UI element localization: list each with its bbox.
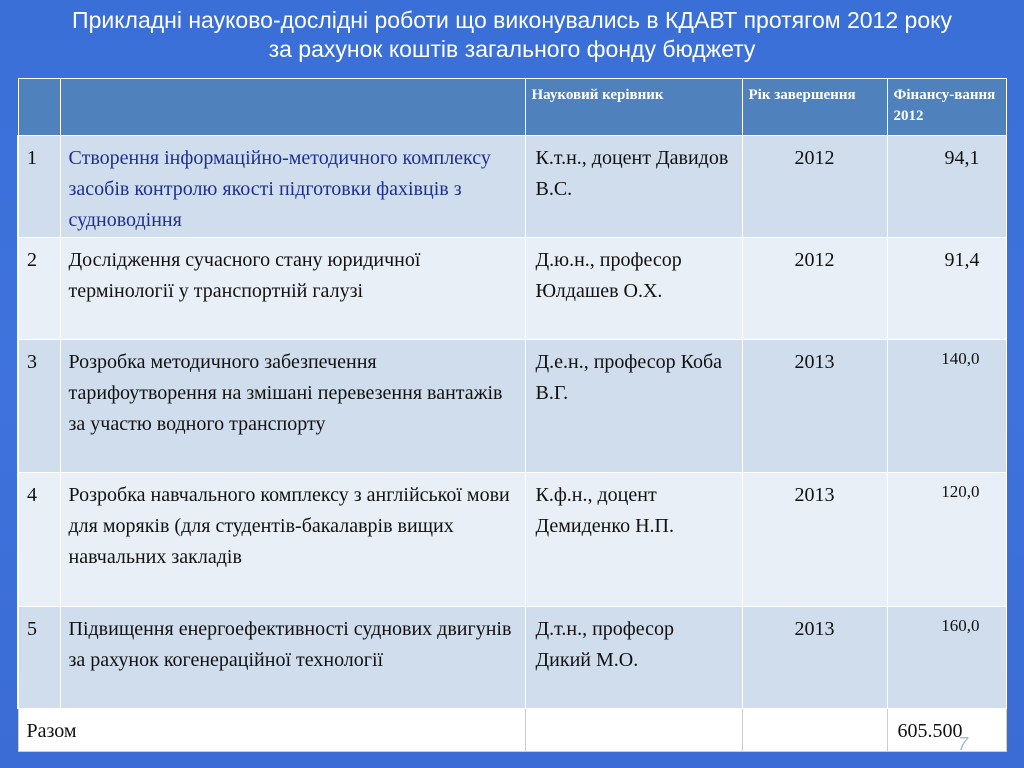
row-leader: К.ф.н., доцент Демиденко Н.П. (525, 473, 742, 607)
total-empty-year (742, 709, 887, 752)
table-row (18, 340, 1006, 473)
row-topic: Підвищення енергоефективності суднових двигунів за рахунок когенераційної технології (60, 607, 525, 709)
row-year: 2013 (742, 607, 887, 709)
row-funding: 94,1 (887, 136, 1006, 238)
slide-title (0, 6, 1024, 64)
table-row (18, 238, 1006, 340)
row-year: 2012 (742, 238, 887, 340)
row-topic: Розробка навчального комплексу з англійської мови для моряків (для студентів-бакалаврів вищих навчальних закладів (60, 473, 525, 607)
row-number: 1 (18, 136, 60, 238)
table-row (18, 473, 1006, 607)
row-funding: 120,0 (887, 473, 1006, 607)
table-row (18, 607, 1006, 709)
research-table (17, 78, 1007, 752)
row-leader: Д.т.н., професор Дикий М.О. (525, 607, 742, 709)
row-year: 2012 (742, 136, 887, 238)
total-label: Разом (18, 709, 525, 752)
total-value: 605.500 (887, 709, 1006, 752)
header-number (18, 79, 60, 136)
row-funding: 140,0 (887, 340, 1006, 473)
table-header-row (18, 79, 1006, 136)
header-leader: Науковий керівник (525, 79, 742, 136)
header-topic (60, 79, 525, 136)
row-number: 3 (18, 340, 60, 473)
row-topic: Дослідження сучасного стану юридичної термінології у транспортній галузі (60, 238, 525, 340)
row-topic: Створення інформаційно-методичного комплексу засобів контролю якості підготовки фахівців з судноводіння (60, 136, 525, 238)
total-empty-leader (525, 709, 742, 752)
table-row (18, 136, 1006, 238)
page-number: 7 (958, 734, 969, 754)
table-total-row (18, 709, 1006, 752)
row-year: 2013 (742, 340, 887, 473)
row-leader: Д.ю.н., професор Юлдашев О.Х. (525, 238, 742, 340)
header-funding: Фінансу-вання 2012 (887, 79, 1006, 136)
row-topic: Розробка методичного забезпечення тарифоутворення на змішані перевезення вантажів за участю водного транспорту (60, 340, 525, 473)
slide-title-line-2: за рахунок коштів загального фонду бюджету (268, 36, 756, 62)
row-leader: Д.е.н., професор Коба В.Г. (525, 340, 742, 473)
row-leader: К.т.н., доцент Давидов В.С. (525, 136, 742, 238)
slide-title-line-1: Прикладні науково-дослідні роботи що виконувались в КДАВТ протягом 2012 року (72, 7, 952, 33)
row-year: 2013 (742, 473, 887, 607)
row-funding: 91,4 (887, 238, 1006, 340)
row-number: 2 (18, 238, 60, 340)
row-funding: 160,0 (887, 607, 1006, 709)
header-year: Рік завершення (742, 79, 887, 136)
row-number: 4 (18, 473, 60, 607)
row-number: 5 (18, 607, 60, 709)
